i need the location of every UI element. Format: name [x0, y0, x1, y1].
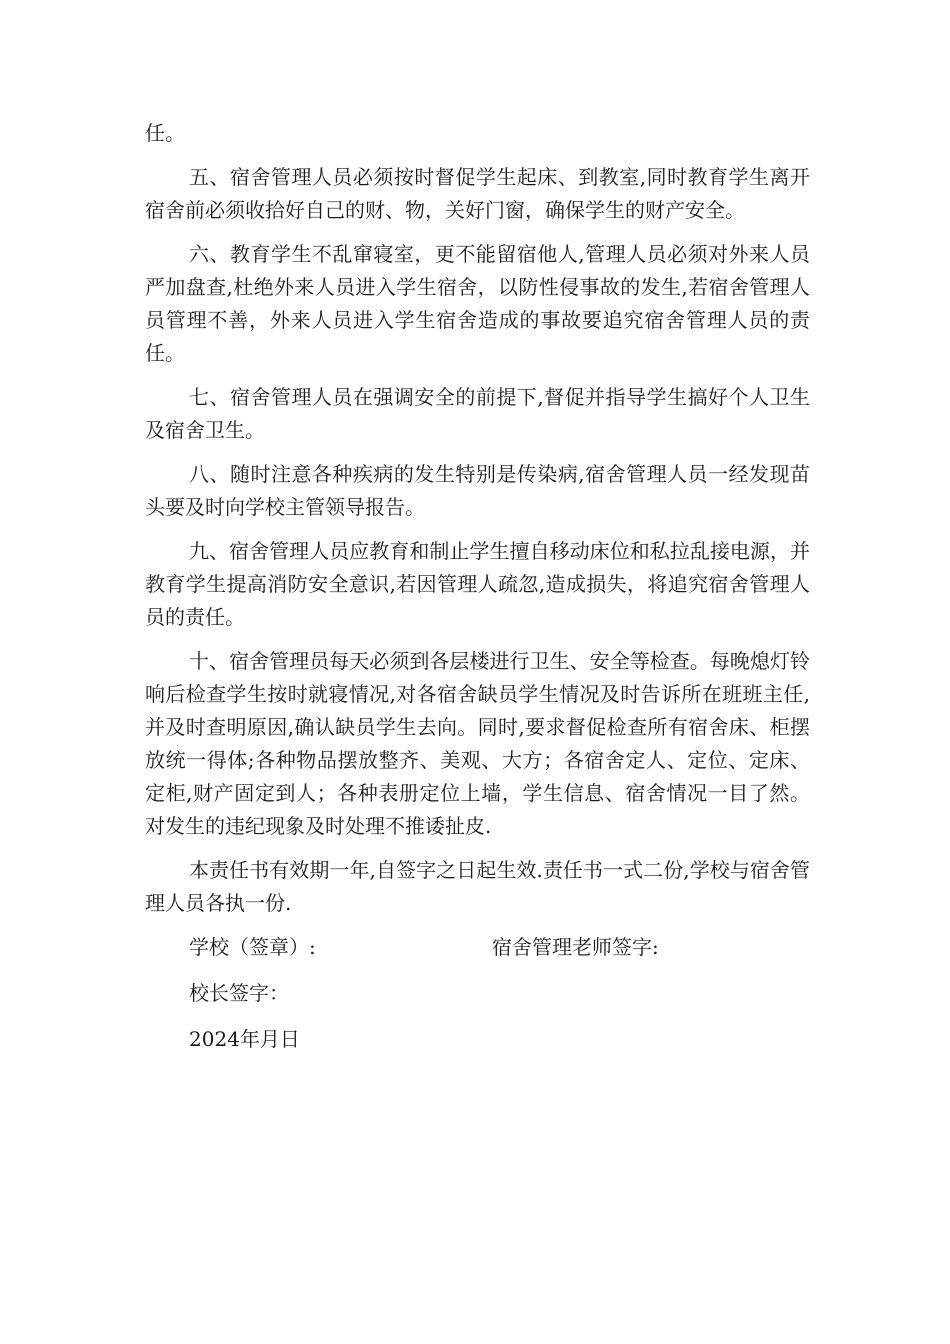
- clause-7: 七、宿舍管理人员在强调安全的前提下,督促并指导学生搞好个人卫生及宿舍卫生。: [145, 385, 810, 442]
- date-line: 2024年月日: [189, 1027, 300, 1051]
- validity-statement: 本责任书有效期一年,自签字之日起生效.责任书一式二份,学校与宿舍管理人员各执一份.: [145, 858, 810, 915]
- clause-9: 九、宿舍管理人员应教育和制止学生擅自移动床位和私拉乱接电源，并教育学生提高消防安全意识,若因管理人疏忽,造成损失，将追究宿舍管理人员的责任。: [145, 539, 810, 629]
- clause-5: 五、宿舍管理人员必须按时督促学生起床、到教室,同时教育学生离开宿舍前必须收拾好自己的财、物，关好门窗，确保学生的财产安全。: [145, 165, 810, 222]
- clause-8: 八、随时注意各种疾病的发生特别是传染病,宿舍管理人员一经发现苗头要及时向学校主管领导报告。: [145, 462, 810, 519]
- signature-row: [145, 931, 810, 964]
- dorm-teacher-sign-label: 宿舍管理老师签字:: [492, 935, 659, 959]
- document-page: [145, 117, 810, 1069]
- principal-sign-label: 校长签字：: [189, 981, 289, 1005]
- clause-6: 六、教育学生不乱窜寝室，更不能留宿他人,管理人员必须对外来人员严加盘查,杜绝外来人员进入学生宿舍，以防性侵事故的发生,若宿舍管理人员管理不善，外来人员进入学生宿舍造成的事故要追究宿舍管理人员的责任。: [145, 242, 810, 365]
- clause-10: 十、宿舍管理员每天必须到各层楼进行卫生、安全等检查。每晚熄灯铃响后检查学生按时就寝情况,对各宿舍缺员学生情况及时告诉所在班班主任,并及时查明原因,确认缺员学生去向。同时,要求督促检查所有宿舍床、柜摆放统一得体;各种物品摆放整齐、美观、大方；各宿舍定人、定位、定床、定柜,财产固定到人；各种表册定位上墙，学生信息、宿舍情况一目了然。对发生的违纪现象及时处理不推诿扯皮.: [145, 649, 810, 838]
- school-seal-label: 学校（签章）:: [189, 935, 316, 959]
- paragraph-continuation: 任。: [145, 121, 185, 145]
